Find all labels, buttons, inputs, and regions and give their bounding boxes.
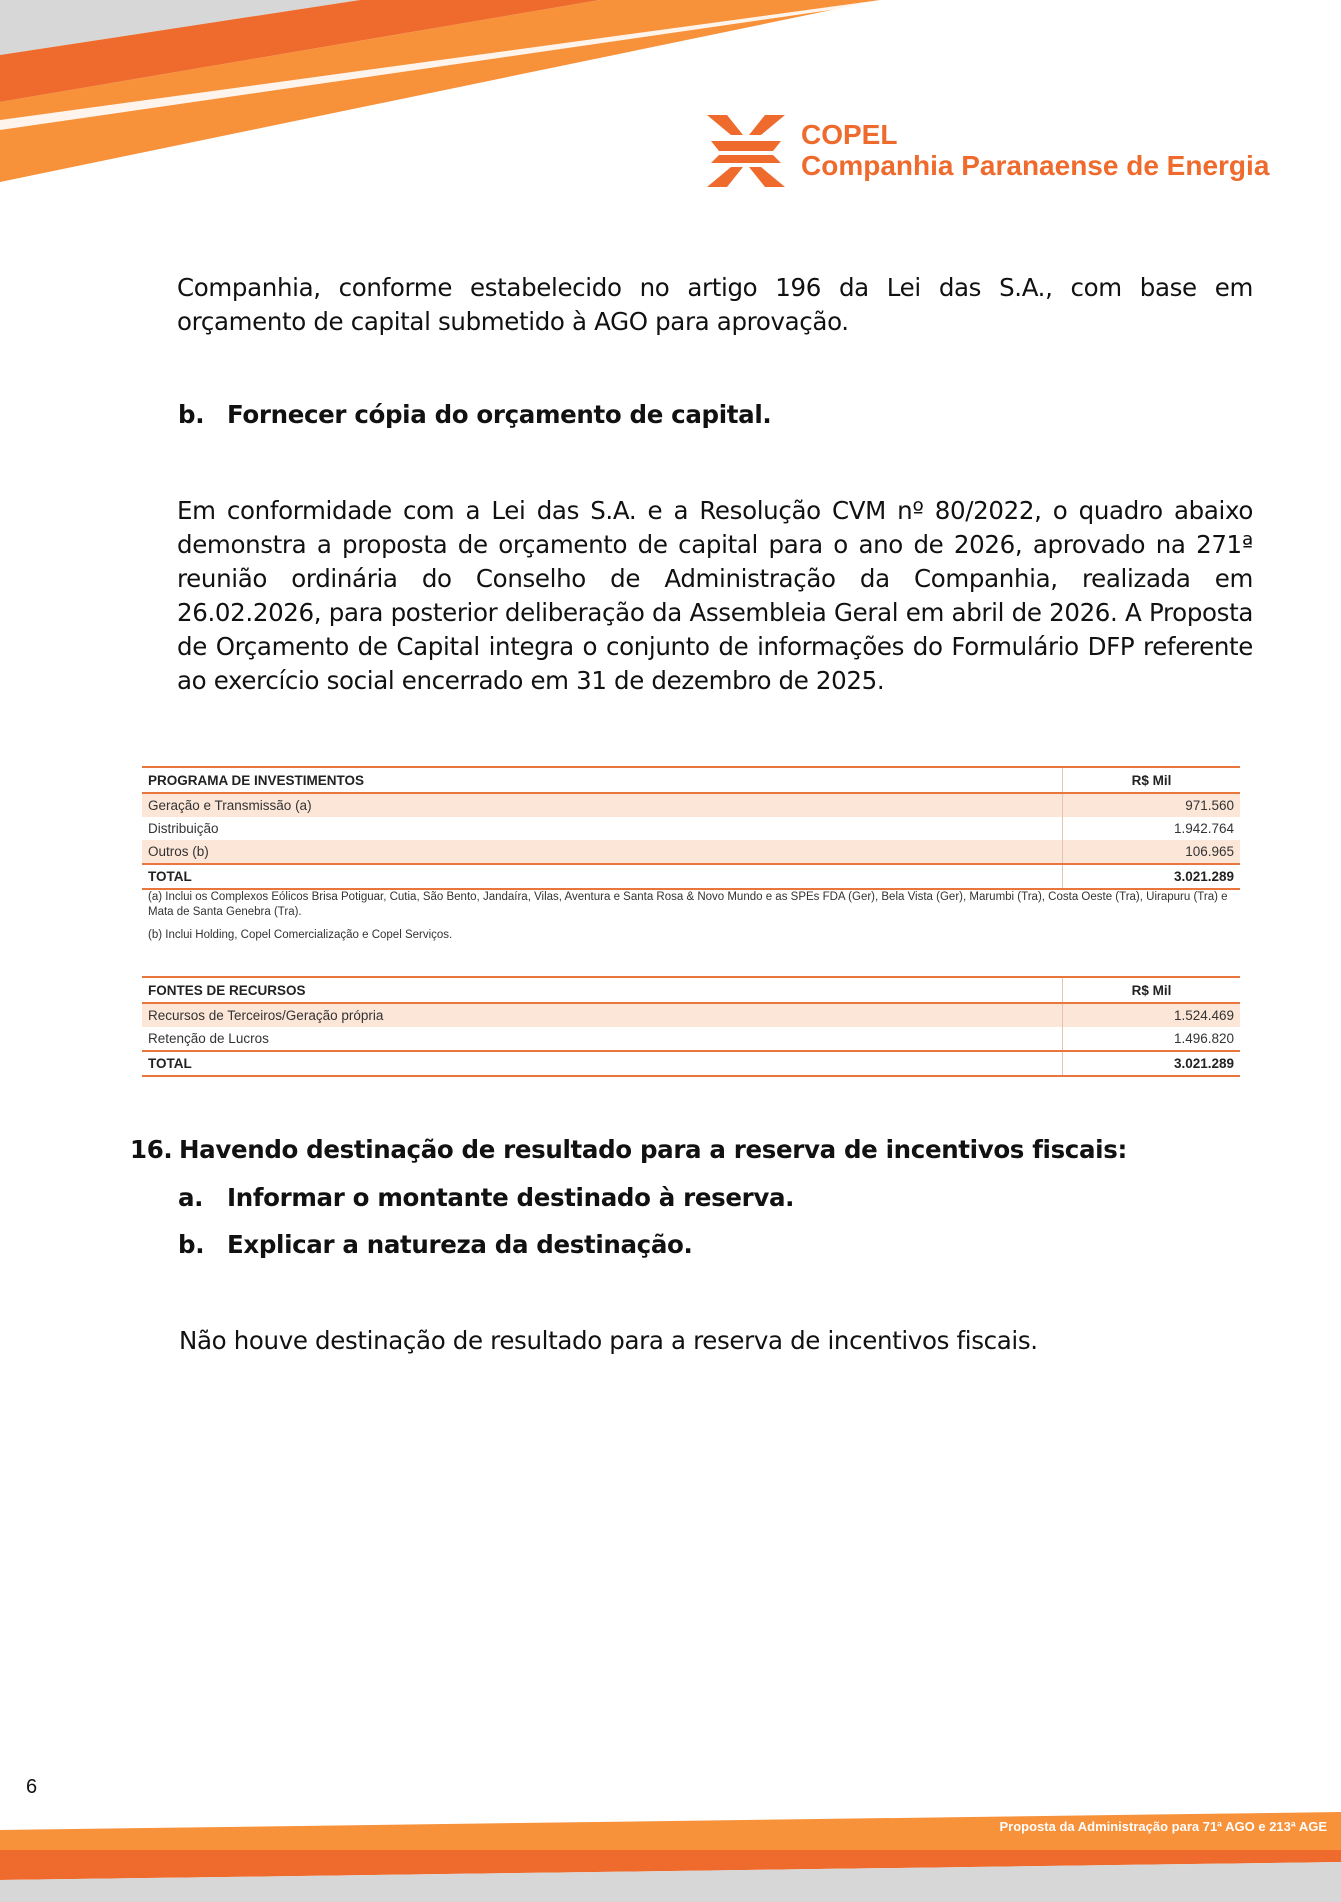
row-label: Geração e Transmissão (a) [142,793,1063,817]
table-row [142,840,1240,864]
investments-header: PROGRAMA DE INVESTIMENTOS [142,767,1063,793]
row-value: 1.942.764 [1063,817,1241,840]
total-row [142,1051,1240,1076]
item-b-label: b. [178,400,205,429]
section-16-answer: Não houve destinação de resultado para a reserva de incentivos fiscais. [179,1326,1038,1355]
table-row [142,817,1240,840]
section-16-title: Havendo destinação de resultado para a reserva de incentivos fiscais: [179,1135,1127,1164]
row-value: 971.560 [1063,793,1241,817]
row-value: 106.965 [1063,840,1241,864]
investments-unit: R$ Mil [1063,767,1241,793]
total-label: TOTAL [142,864,1063,889]
section-16-item-a [178,1183,794,1212]
item-a-label: a. [178,1183,204,1212]
row-label: Recursos de Terceiros/Geração própria [142,1003,1063,1027]
sources-table [142,976,1240,1077]
section-16-heading [130,1135,1127,1164]
table-row [142,1027,1240,1051]
copel-logo-icon [705,113,787,189]
sources-unit: R$ Mil [1063,977,1241,1003]
investments-note-a: (a) Inclui os Complexos Eólicos Brisa Potiguar, Cutia, São Bento, Jandaíra, Vilas, Aventura e Santa Rosa & Novo Mundo e as SPEs FDA (Ger), Bela Vista (Ger), Marumbi (Tra), Costa Oeste (Tra), Uirapuru (Tra) e Mata de Santa Genebra (Tra). [148,891,1228,918]
brand-name: COPEL [801,119,898,151]
row-value: 1.496.820 [1063,1027,1241,1051]
item-b-text: Fornecer cópia do orçamento de capital. [227,400,772,429]
main-paragraph: Em conformidade com a Lei das S.A. e a Resolução CVM nº 80/2022, o quadro abaixo demonstra a proposta de orçamento de capital para o ano de 2026, aprovado na 271ª reunião ordinária do Conselho de Administração da Companhia, realizada em 26.02.2026, para posterior deliberação da Assembleia Geral em abril de 2026. A Proposta de Orçamento de Capital integra o conjunto de informações do Formulário DFP referente ao exercício social encerrado em 31 de dezembro de 2025. [177,496,1253,695]
table-row [142,1003,1240,1027]
item-a-text: Informar o montante destinado à reserva. [227,1183,795,1212]
total-value: 3.021.289 [1063,864,1241,889]
item-b-label: b. [178,1230,205,1259]
intro-paragraph: Companhia, conforme estabelecido no artigo 196 da Lei das S.A., com base em orçamento de capital submetido à AGO para aprovação. [177,273,1253,336]
section-16-number: 16. [130,1135,173,1164]
copel-logo [705,113,1269,189]
total-label: TOTAL [142,1051,1063,1076]
table-row [142,793,1240,817]
row-label: Outros (b) [142,840,1063,864]
row-label: Retenção de Lucros [148,1031,269,1046]
row-label: Distribuição [148,821,219,836]
investments-note-b: (b) Inclui Holding, Copel Comercialização e Copel Serviços. [148,929,453,941]
brand-full-name: Companhia Paranaense de Energia [801,150,1270,181]
item-b-text: Explicar a natureza da destinação. [227,1230,693,1259]
section-16-item-b [178,1230,692,1259]
footer-decorative-bands [0,1800,1341,1902]
total-row [142,864,1240,889]
investments-table [142,766,1240,890]
item-b-heading [178,400,771,429]
footer-text: Proposta da Administração para 71ª AGO e 213ª AGE [999,1819,1327,1834]
total-value: 3.021.289 [1063,1051,1241,1076]
row-value: 1.524.469 [1063,1003,1241,1027]
page-number: 6 [26,1776,38,1798]
sources-header: FONTES DE RECURSOS [142,977,1063,1003]
